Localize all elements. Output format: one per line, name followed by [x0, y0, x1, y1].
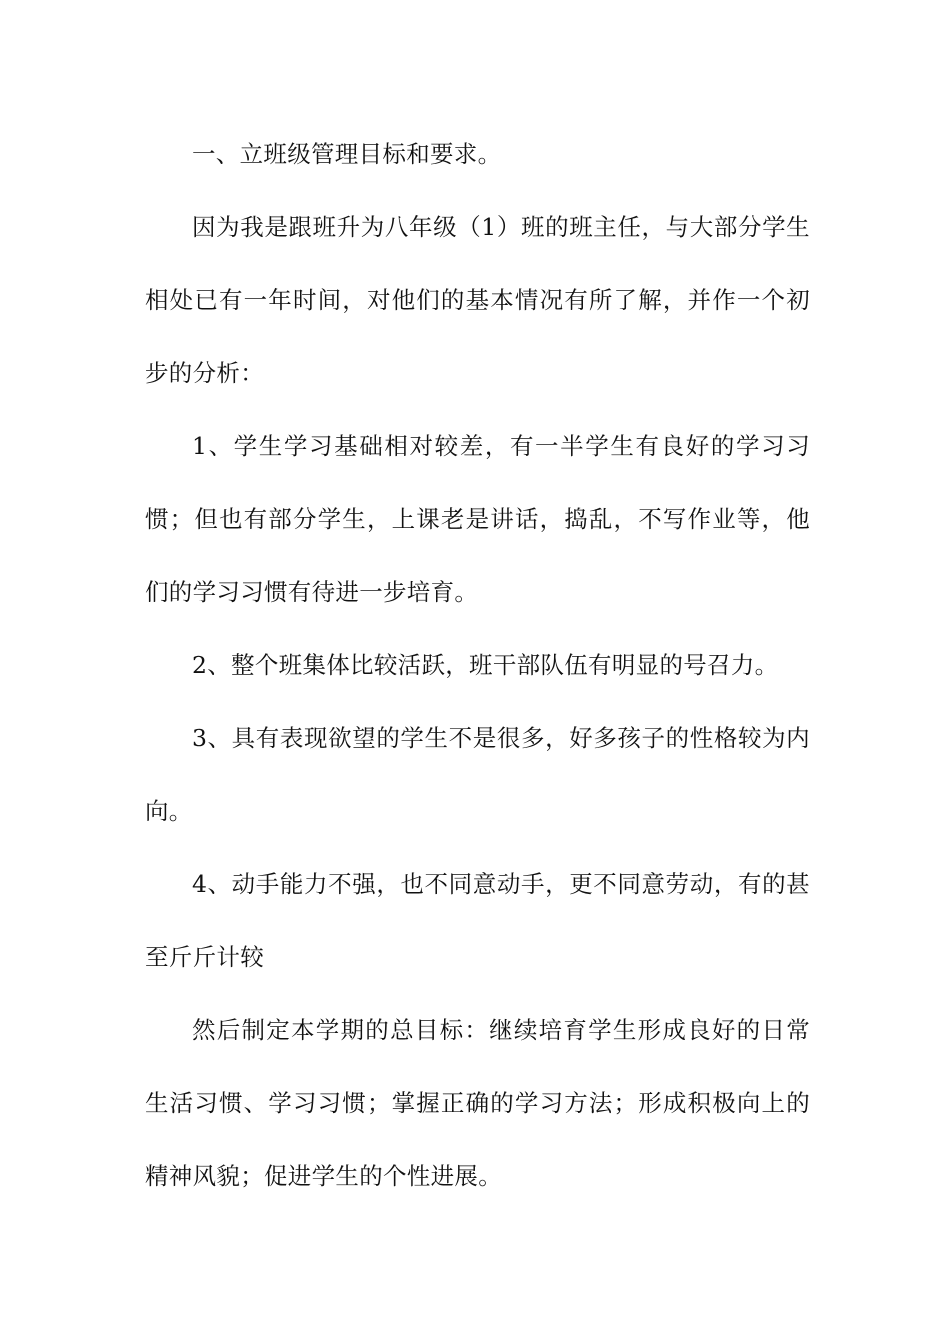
paragraph-point-3: 3、具有表现欲望的学生不是很多，好多孩子的性格较为内向。: [145, 724, 810, 825]
paragraph-point-2: 2、整个班集体比较活跃，班干部队伍有明显的号召力。: [192, 651, 779, 679]
paragraph-goal: 然后制定本学期的总目标：继续培育学生形成良好的日常生活习惯、学习习惯；掌握正确的学习方法；形成积极向上的精神风貌；促进学生的个性进展。: [145, 1016, 810, 1190]
document-body: [145, 118, 810, 1213]
section-heading: 一、立班级管理目标和要求。: [192, 140, 502, 168]
paragraph-point-4: 4、动手能力不强，也不同意动手，更不同意劳动，有的甚至斤斤计较: [145, 870, 810, 971]
paragraph-intro: 因为我是跟班升为八年级（1）班的班主任，与大部分学生相处已有一年时间，对他们的基本情况有所了解，并作一个初步的分析：: [145, 213, 810, 387]
paragraph-point-1: 1、学生学习基础相对较差，有一半学生有良好的学习习惯；但也有部分学生，上课老是讲话，捣乱，不写作业等，他们的学习习惯有待进一步培育。: [145, 432, 810, 606]
